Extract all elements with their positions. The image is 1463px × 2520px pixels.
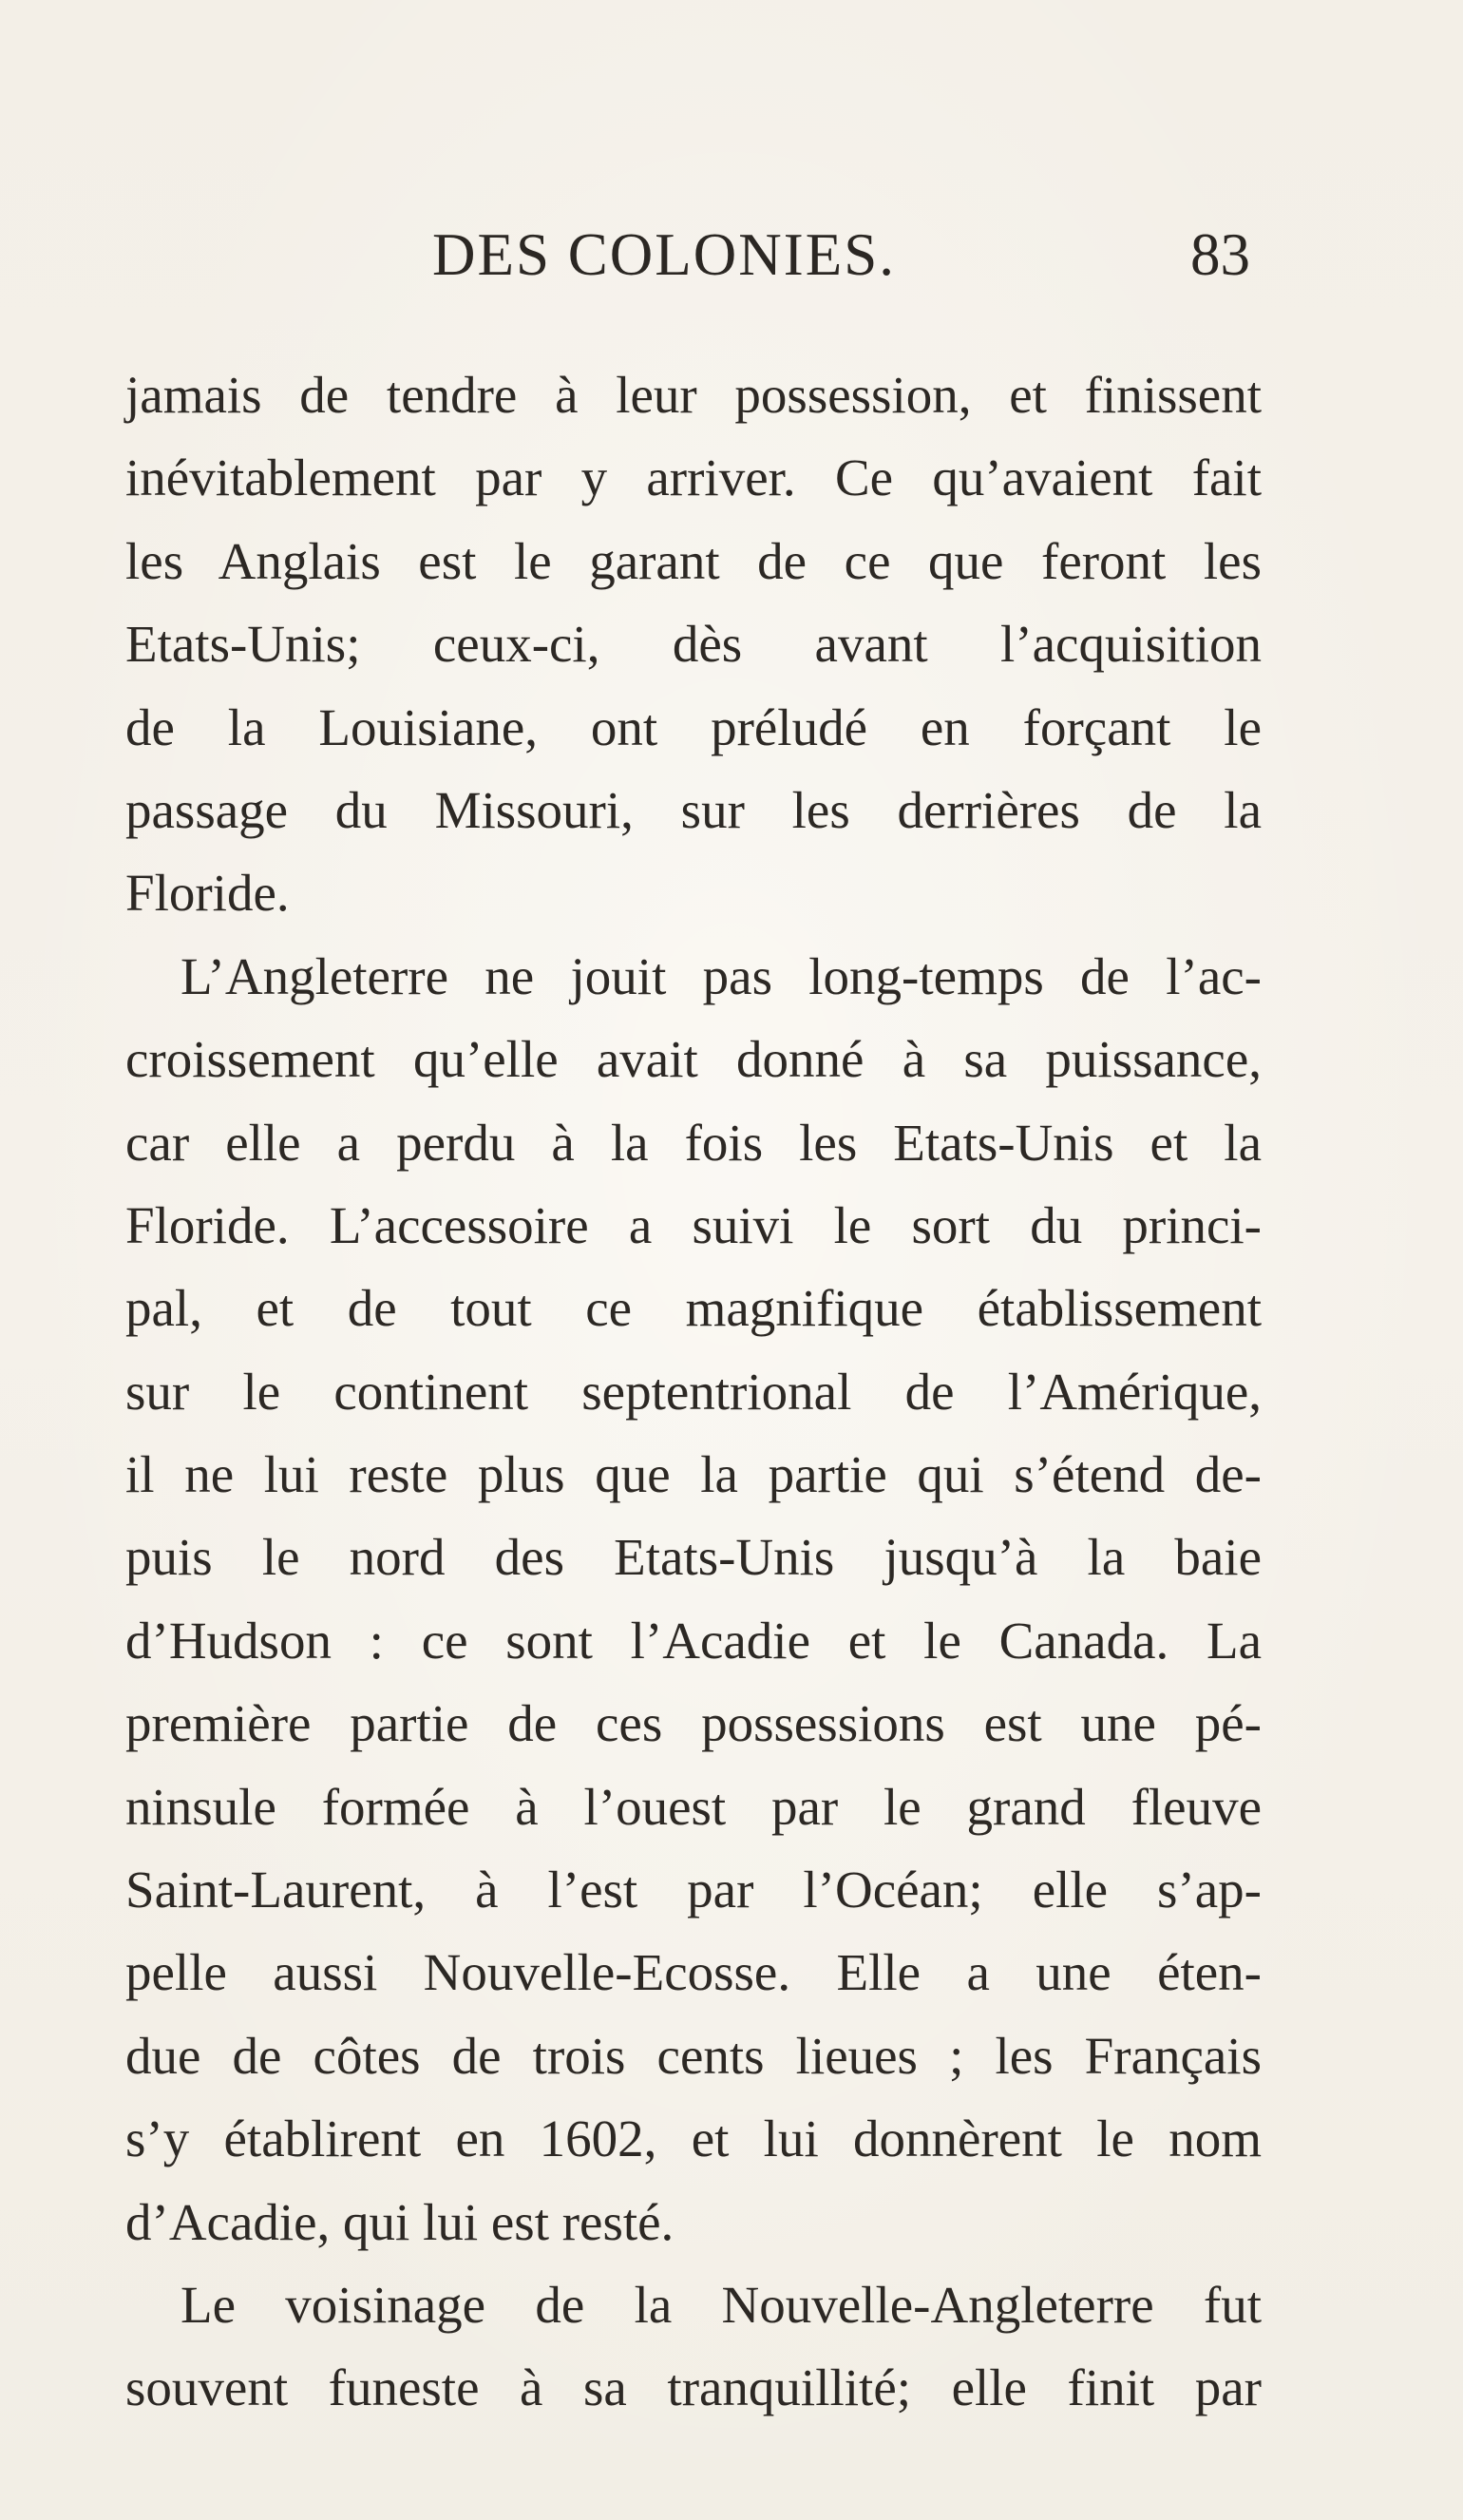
paragraph-first-line: Le voisinage de la Nouvelle-Angleterre fut [180, 2275, 1262, 2334]
running-title: DES COLONIES. [432, 221, 897, 288]
text-line: Etats-Unis; ceux-ci, dès avant l’acquisition [125, 615, 1262, 674]
text-line: les Anglais est le garant de ce que feront les [125, 531, 1262, 590]
text-line: inévitablement par y arriver. Ce qu’avaient fait [125, 449, 1262, 507]
text-line: jamais de tendre à leur possession, et finissent [125, 366, 1262, 424]
text-line: car elle a perdu à la fois les Etats-Unis et la [125, 1113, 1262, 1172]
text-line: d’Hudson : ce sont l’Acadie et le Canada. La [125, 1611, 1262, 1670]
text-line: pal, et de tout ce magnifique établissement [125, 1279, 1262, 1338]
text-line: de la Louisiane, ont préludé en forçant le [125, 697, 1262, 756]
text-line: s’y établirent en 1602, et lui donnèrent le nom [125, 2110, 1262, 2168]
text-line: ninsule formée à l’ouest par le grand fleuve [125, 1777, 1262, 1836]
text-line: il ne lui reste plus que la partie qui s’étend de- [125, 1445, 1262, 1504]
text-line: pelle aussi Nouvelle-Ecosse. Elle a une éten- [125, 1943, 1262, 2002]
text-line: passage du Missouri, sur les derrières de la [125, 780, 1262, 839]
page-number: 83 [1190, 221, 1250, 288]
text-line: puis le nord des Etats-Unis jusqu’à la baie [125, 1528, 1262, 1587]
text-line: Saint-Laurent, à l’est par l’Océan; elle s’ap- [125, 1861, 1262, 1919]
paragraph-first-line: L’Angleterre ne jouit pas long-temps de l’ac- [180, 946, 1262, 1005]
text-line: croissement qu’elle avait donné à sa puissance, [125, 1030, 1262, 1089]
running-head [0, 217, 1463, 293]
body-text [125, 353, 1262, 2430]
text-line: Floride. L’accessoire a suivi le sort du princi- [125, 1195, 1262, 1254]
text-line: d’Acadie, qui lui est resté. [125, 2192, 674, 2251]
text-line: première partie de ces possessions est une pé- [125, 1694, 1262, 1753]
text-line: Floride. [125, 864, 290, 923]
text-line: souvent funeste à sa tranquillité; elle finit par [125, 2358, 1262, 2417]
text-line: due de côtes de trois cents lieues ; les Français [125, 2026, 1262, 2085]
text-line: sur le continent septentrional de l’Amérique, [125, 1362, 1262, 1421]
